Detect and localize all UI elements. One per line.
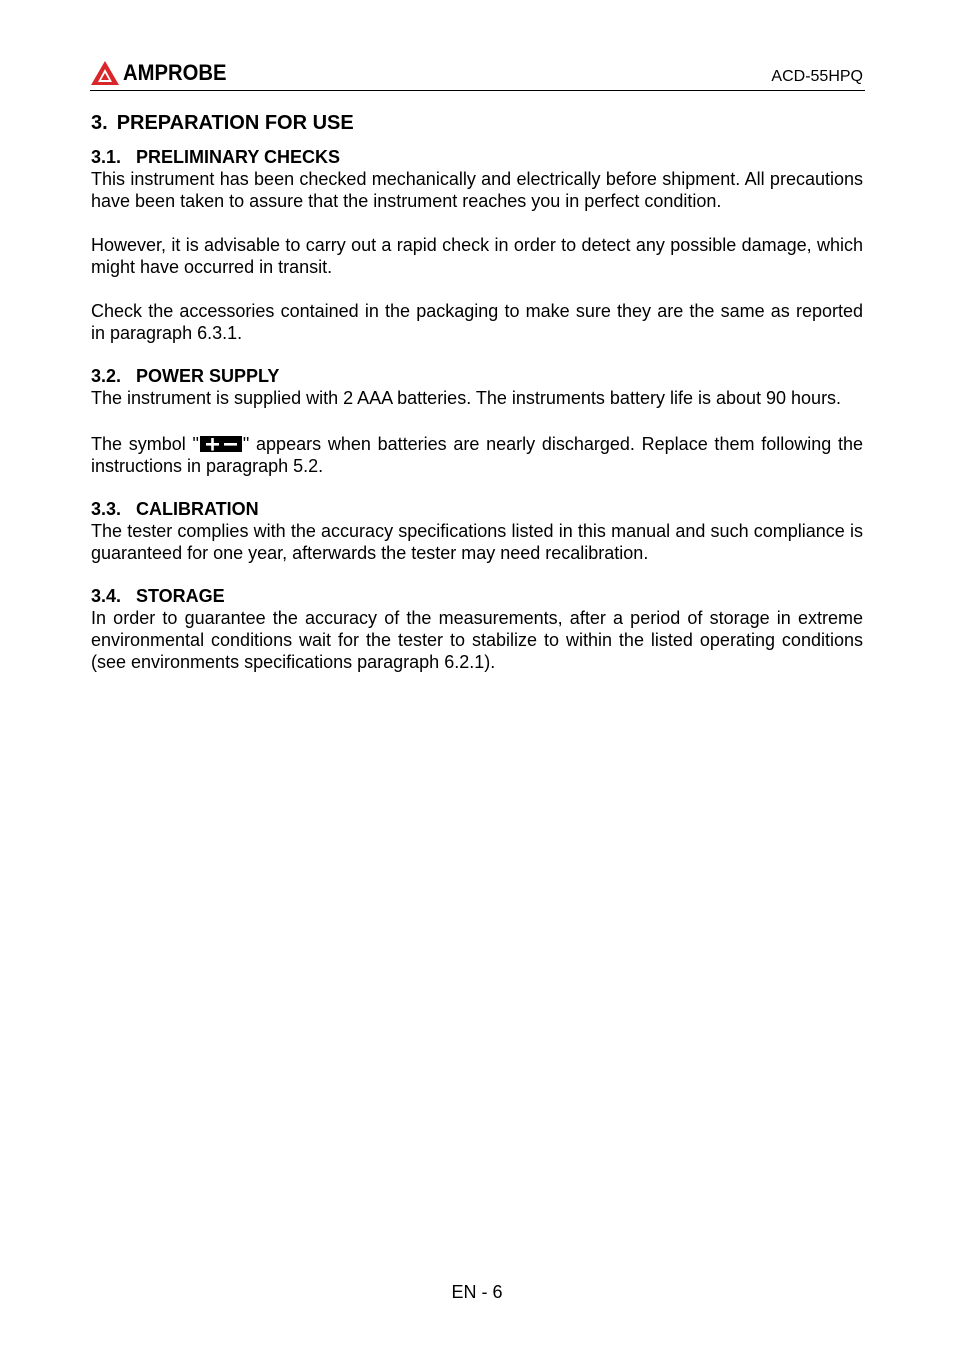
paragraph: Check the accessories contained in the packaging to make sure they are the same as reported in paragraph 6.3.1. <box>91 301 863 343</box>
brand-logo <box>90 59 235 87</box>
section-number: 3. <box>91 112 108 134</box>
subsection-heading-power-supply <box>91 365 863 387</box>
page-content <box>91 110 863 673</box>
text-after-symbol: " appears when batteries are nearly discharged. Replace them following the instructions in paragraph 5.2. <box>91 434 863 476</box>
page-header <box>90 56 865 91</box>
subsection-heading-preliminary-checks <box>91 146 863 168</box>
paragraph: This instrument has been checked mechanically and electrically before shipment. All precautions have been taken to assure that the instrument reaches you in perfect condition. <box>91 169 863 211</box>
subsection-title: POWER SUPPLY <box>136 366 280 386</box>
subsection-title: CALIBRATION <box>136 499 259 519</box>
paragraph: The tester complies with the accuracy specifications listed in this manual and such compliance is guaranteed for one year, afterwards the tester may need recalibration. <box>91 521 863 563</box>
paragraph: In order to guarantee the accuracy of the measurements, after a period of storage in extreme environmental conditions wait for the tester to stabilize to within the listed operating conditions (see environments specifications paragraph 6.2.1). <box>91 608 863 672</box>
battery-symbol-paragraph <box>91 433 863 477</box>
subsection-heading-storage <box>91 585 863 607</box>
subsection-number: 3.4. <box>91 586 122 606</box>
brand-name: AMPROBE <box>123 60 227 85</box>
subsection-number: 3.3. <box>91 499 122 519</box>
subsection-heading-calibration <box>91 498 863 520</box>
paragraph: However, it is advisable to carry out a rapid check in order to detect any possible damage, which might have occurred in transit. <box>91 235 863 277</box>
paragraph: The instrument is supplied with 2 AAA batteries. The instruments battery life is about 90 hours. <box>91 388 842 408</box>
battery-low-icon <box>200 436 242 452</box>
text-before-symbol: The symbol " <box>91 434 199 454</box>
section-title-text: PREPARATION FOR USE <box>116 112 354 134</box>
page-number: EN - 6 <box>451 1282 503 1302</box>
subsection-number: 3.2. <box>91 366 122 386</box>
warning-triangle-icon <box>90 60 120 86</box>
subsection-title: STORAGE <box>136 586 225 606</box>
subsection-title: PRELIMINARY CHECKS <box>136 147 341 167</box>
section-title <box>91 110 863 136</box>
subsection-number: 3.1. <box>91 147 122 167</box>
model-number: ACD-55HPQ <box>771 68 863 85</box>
